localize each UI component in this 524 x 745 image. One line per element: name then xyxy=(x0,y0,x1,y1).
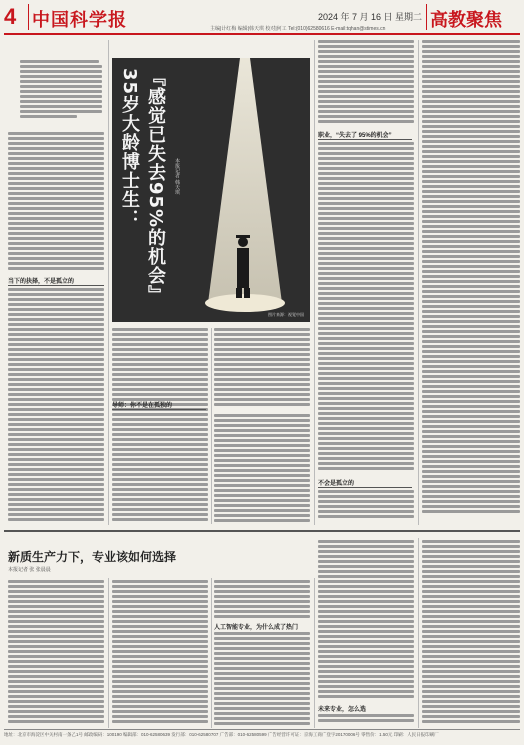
subhead: 职业，“失去了 95%的机会” xyxy=(318,130,412,140)
photo-credit: 图片来源：视觉中国 xyxy=(268,312,304,317)
header-divider xyxy=(426,4,427,30)
feature-photo xyxy=(112,58,310,322)
body-text xyxy=(422,540,520,728)
column-rule xyxy=(418,40,419,525)
article-divider xyxy=(4,530,520,532)
body-text xyxy=(422,40,520,524)
column-rule xyxy=(314,578,315,728)
footer-info: 地址：北京市海淀区中关村南一条乙1号 邮政编码：100190 编辑部：010-62580639 发行部：010-62580707 广告部：010-62580599 广告经营许可证：京海工商广登字20170006号 零售价：1.50元 印刷：人民日报印刷厂 xyxy=(4,732,439,737)
subhead: 导师：你不是在孤独的 xyxy=(112,400,206,410)
body-text xyxy=(214,580,310,620)
body-text xyxy=(8,132,104,272)
body-text xyxy=(318,490,414,524)
body-text xyxy=(318,540,414,700)
column-rule xyxy=(211,578,212,728)
subhead: 当下的抉择，不是孤立的 xyxy=(8,276,104,286)
second-article-headline: 新质生产力下，专业该如何选择 xyxy=(8,550,177,564)
body-text xyxy=(112,580,208,728)
issue-date: 2024 年 7 月 16 日 星期二 xyxy=(318,12,423,22)
spotlight-illustration xyxy=(112,58,310,322)
staff-line: 主编|计红梅 编辑|韩天琪 校对|何工 Tel:(010)62580616 E-mail:tqhan@stimes.cn xyxy=(210,26,386,32)
body-text xyxy=(8,288,104,524)
page-number: 4 xyxy=(4,4,17,29)
section-title: 高教聚焦 xyxy=(430,10,502,31)
body-text xyxy=(318,142,414,472)
column-rule xyxy=(314,40,315,525)
reporter-line: 本报记者 韩天琪 xyxy=(174,158,180,195)
column-rule xyxy=(108,40,109,525)
headline-main: 『感觉已失去95%的机会』 xyxy=(145,68,166,305)
body-text xyxy=(318,40,414,126)
subhead: 未来专业，怎么选 xyxy=(318,707,367,713)
body-text xyxy=(318,714,414,728)
footer-rule xyxy=(4,729,520,730)
body-text xyxy=(214,328,310,408)
body-text xyxy=(214,414,310,524)
body-text xyxy=(8,580,104,728)
body-text xyxy=(112,328,208,524)
subhead: 不会是孤立的 xyxy=(318,478,412,488)
second-article-byline: 本报记者 张 张晨晨 xyxy=(8,567,51,573)
subhead: 人工智能专业，为什么成了热门 xyxy=(214,625,299,631)
lead-paragraph xyxy=(20,60,102,122)
newspaper-name: 中国科学报 xyxy=(32,10,127,31)
column-rule xyxy=(418,538,419,728)
column-rule xyxy=(108,578,109,728)
header-divider xyxy=(28,4,29,30)
body-text xyxy=(214,632,310,728)
column-rule xyxy=(211,328,212,524)
headline-kicker: 35岁大龄博士生： xyxy=(119,68,140,229)
header-rule xyxy=(4,33,520,35)
